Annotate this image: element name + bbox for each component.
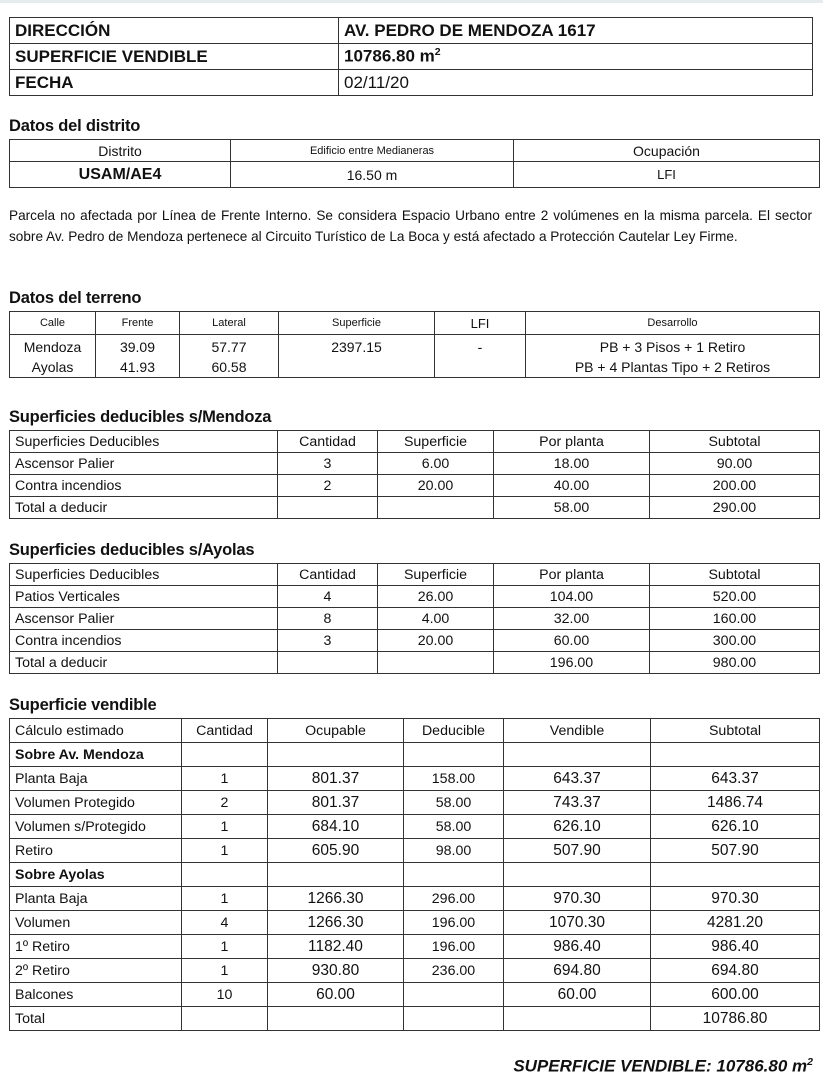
vendible-row	[10, 839, 820, 863]
vendible-header-cell: Vendible	[504, 719, 651, 743]
direccion-label: DIRECCIÓN	[10, 18, 339, 44]
distrito-header-row	[10, 140, 820, 162]
ded-mendoza-cell: 20.00	[378, 475, 494, 497]
superficie-value	[339, 44, 813, 70]
ded-ayolas-header-row	[10, 564, 820, 586]
ded-ayolas-header-cell: Subtotal	[650, 564, 820, 586]
ded-mendoza-header-cell: Superficie	[378, 431, 494, 453]
header-table	[9, 17, 813, 96]
ded-ayolas-row	[10, 652, 820, 674]
lfi-header: LFI	[435, 312, 526, 335]
vendible-cell: 743.37	[504, 791, 651, 815]
ded-mendoza-header-cell: Superficies Deducibles	[10, 431, 278, 453]
vendible-cell: Volumen Protegido	[10, 791, 182, 815]
desarrollo-mendoza: PB + 3 Pisos + 1 Retiro	[599, 339, 746, 355]
vendible-cell: 970.30	[651, 887, 820, 911]
vendible-cell: 60.00	[268, 983, 404, 1007]
vendible-header-cell: Subtotal	[651, 719, 820, 743]
ded-ayolas-row	[10, 586, 820, 608]
ded-ayolas-cell: 196.00	[494, 652, 650, 674]
ded-ayolas-cell: 8	[278, 608, 378, 630]
vendible-cell: 1486.74	[651, 791, 820, 815]
vendible-cell	[182, 863, 268, 887]
terreno-title: Datos del terreno	[9, 289, 142, 307]
vendible-row	[10, 983, 820, 1007]
vendible-cell: 1	[182, 839, 268, 863]
vendible-row	[10, 911, 820, 935]
ded-ayolas-cell: 300.00	[650, 630, 820, 652]
ded-ayolas-cell: 980.00	[650, 652, 820, 674]
ded-mendoza-cell: 290.00	[650, 497, 820, 519]
frente-cell	[96, 335, 180, 378]
ded-ayolas-header-cell: Superficie	[378, 564, 494, 586]
vendible-cell: 4281.20	[651, 911, 820, 935]
vendible-cell: 1	[182, 767, 268, 791]
vendible-cell	[504, 743, 651, 767]
ded-ayolas-cell: Ascensor Palier	[10, 608, 278, 630]
vendible-cell: 600.00	[651, 983, 820, 1007]
ded-mendoza-row	[10, 475, 820, 497]
vendible-cell: 1º Retiro	[10, 935, 182, 959]
ded-ayolas-cell	[278, 652, 378, 674]
vendible-cell: 58.00	[404, 815, 504, 839]
superficie-header: Superficie	[279, 312, 435, 335]
vendible-title: Superficie vendible	[9, 696, 157, 714]
ded-mendoza-header-cell: Por planta	[494, 431, 650, 453]
ded-mendoza-cell: Total a deducir	[10, 497, 278, 519]
vendible-cell: 1	[182, 959, 268, 983]
vendible-cell	[404, 863, 504, 887]
vendible-cell: 626.10	[651, 815, 820, 839]
vendible-header-cell: Ocupable	[268, 719, 404, 743]
vendible-header-row	[10, 719, 820, 743]
vendible-cell: Total	[10, 1007, 182, 1031]
fecha-value: 02/11/20	[339, 70, 813, 96]
vendible-cell: 1266.30	[268, 911, 404, 935]
lateral-ayolas: 60.58	[211, 359, 247, 375]
distrito-header: Distrito	[10, 140, 231, 162]
vendible-cell: 1266.30	[268, 887, 404, 911]
header-row-superficie	[10, 44, 813, 70]
description-paragraph: Parcela no afectada por Línea de Frente Interno. Se considera Espacio Urbano entre 2 volúmenes en la misma parcela. El sector sobre Av. Pedro de Mendoza pertenece al Circuito Turístico de La Boca y está afectado a Protección Cautelar Ley Firme.	[9, 208, 812, 244]
vendible-cell	[268, 863, 404, 887]
calle-header: Calle	[10, 312, 96, 335]
vendible-cell: 1182.40	[268, 935, 404, 959]
header-row-fecha	[10, 70, 813, 96]
vendible-cell: 296.00	[404, 887, 504, 911]
ded-ayolas-header-cell: Cantidad	[278, 564, 378, 586]
frente-ayolas: 41.93	[119, 359, 156, 375]
ded-mendoza-table	[9, 430, 820, 519]
vendible-cell: 236.00	[404, 959, 504, 983]
vendible-section-row	[10, 863, 820, 887]
ded-mendoza-cell: Contra incendios	[10, 475, 278, 497]
vendible-cell: Volumen	[10, 911, 182, 935]
desarrollo-header: Desarrollo	[526, 312, 820, 335]
vendible-cell: Sobre Av. Mendoza	[10, 743, 182, 767]
vendible-cell: Balcones	[10, 983, 182, 1007]
vendible-cell	[504, 1007, 651, 1031]
vendible-cell: Retiro	[10, 839, 182, 863]
vendible-table	[9, 718, 820, 1031]
frente-header: Frente	[96, 312, 180, 335]
top-rule	[0, 0, 823, 3]
ded-ayolas-cell: 20.00	[378, 630, 494, 652]
distrito-value-row	[10, 162, 820, 188]
ded-ayolas-row	[10, 608, 820, 630]
ded-mendoza-title: Superficies deducibles s/Mendoza	[9, 408, 272, 426]
vendible-cell: 930.80	[268, 959, 404, 983]
vendible-cell	[268, 743, 404, 767]
terreno-value-row	[10, 335, 820, 378]
lateral-mendoza: 57.77	[211, 339, 247, 355]
vendible-cell: Planta Baja	[10, 887, 182, 911]
medianeras-value: 16.50 m	[231, 162, 514, 188]
final-text: SUPERFICIE VENDIBLE: 10786.80 m	[513, 1056, 808, 1076]
ded-ayolas-cell: 104.00	[494, 586, 650, 608]
distrito-value: USAM/AE4	[10, 162, 231, 188]
ded-mendoza-cell	[278, 497, 378, 519]
vendible-cell	[268, 1007, 404, 1031]
vendible-cell: 694.80	[651, 959, 820, 983]
vendible-cell: 643.37	[651, 767, 820, 791]
vendible-cell: 986.40	[651, 935, 820, 959]
ded-ayolas-cell: 160.00	[650, 608, 820, 630]
superficie-unit-sup: 2	[434, 46, 441, 59]
vendible-row	[10, 815, 820, 839]
ded-ayolas-cell: 4	[278, 586, 378, 608]
ded-mendoza-cell: 18.00	[494, 453, 650, 475]
desarrollo-cell	[526, 335, 820, 378]
vendible-cell	[651, 743, 820, 767]
ded-mendoza-cell: 2	[278, 475, 378, 497]
ded-mendoza-cell: 40.00	[494, 475, 650, 497]
vendible-row	[10, 887, 820, 911]
vendible-cell: 970.30	[504, 887, 651, 911]
ded-mendoza-row	[10, 453, 820, 475]
vendible-cell: 605.90	[268, 839, 404, 863]
vendible-cell: 158.00	[404, 767, 504, 791]
vendible-cell	[404, 1007, 504, 1031]
calle-cell	[10, 335, 96, 378]
vendible-row	[10, 767, 820, 791]
vendible-row	[10, 935, 820, 959]
calle-ayolas: Ayolas	[31, 359, 74, 375]
vendible-cell: 801.37	[268, 791, 404, 815]
vendible-cell: Sobre Ayolas	[10, 863, 182, 887]
ded-mendoza-header-row	[10, 431, 820, 453]
vendible-cell: 694.80	[504, 959, 651, 983]
ded-ayolas-cell: 32.00	[494, 608, 650, 630]
vendible-cell	[504, 863, 651, 887]
ded-mendoza-cell: 90.00	[650, 453, 820, 475]
vendible-cell: 507.90	[651, 839, 820, 863]
ded-ayolas-cell	[378, 652, 494, 674]
vendible-cell: 196.00	[404, 911, 504, 935]
vendible-cell: 626.10	[504, 815, 651, 839]
ded-mendoza-cell: 200.00	[650, 475, 820, 497]
ded-mendoza-cell: 58.00	[494, 497, 650, 519]
vendible-cell: 60.00	[504, 983, 651, 1007]
ded-mendoza-row	[10, 497, 820, 519]
vendible-cell: 10786.80	[651, 1007, 820, 1031]
ded-mendoza-cell: 3	[278, 453, 378, 475]
superficie-value: 2397.15	[279, 335, 435, 378]
ded-ayolas-header-cell: Por planta	[494, 564, 650, 586]
vendible-cell: 986.40	[504, 935, 651, 959]
ded-mendoza-header-cell: Cantidad	[278, 431, 378, 453]
vendible-header-cell: Cantidad	[182, 719, 268, 743]
ded-ayolas-header-cell: Superficies Deducibles	[10, 564, 278, 586]
fecha-label: FECHA	[10, 70, 339, 96]
desarrollo-ayolas: PB + 4 Plantas Tipo + 2 Retiros	[574, 359, 771, 375]
vendible-cell: 643.37	[504, 767, 651, 791]
ded-mendoza-cell: 6.00	[378, 453, 494, 475]
ded-ayolas-cell: Patios Verticales	[10, 586, 278, 608]
ded-ayolas-cell: 3	[278, 630, 378, 652]
vendible-cell: 801.37	[268, 767, 404, 791]
vendible-cell: 4	[182, 911, 268, 935]
vendible-cell: 58.00	[404, 791, 504, 815]
vendible-row	[10, 1007, 820, 1031]
ded-ayolas-cell: 60.00	[494, 630, 650, 652]
vendible-cell: 684.10	[268, 815, 404, 839]
vendible-cell: 1	[182, 815, 268, 839]
vendible-header-cell: Cálculo estimado	[10, 719, 182, 743]
vendible-cell	[651, 863, 820, 887]
vendible-header-cell: Deducible	[404, 719, 504, 743]
ded-mendoza-cell: Ascensor Palier	[10, 453, 278, 475]
ded-ayolas-cell: Contra incendios	[10, 630, 278, 652]
vendible-cell	[182, 743, 268, 767]
vendible-cell	[404, 743, 504, 767]
vendible-cell: 1	[182, 935, 268, 959]
lateral-cell	[180, 335, 279, 378]
frente-mendoza: 39.09	[119, 339, 156, 355]
ded-ayolas-cell: 520.00	[650, 586, 820, 608]
vendible-cell: Planta Baja	[10, 767, 182, 791]
medianeras-header: Edificio entre Medianeras	[231, 140, 514, 162]
terreno-header-row	[10, 312, 820, 335]
header-row-direccion	[10, 18, 813, 44]
ded-ayolas-cell: Total a deducir	[10, 652, 278, 674]
ded-mendoza-cell	[378, 497, 494, 519]
distrito-title: Datos del distrito	[9, 117, 141, 135]
vendible-cell	[182, 1007, 268, 1031]
lfi-value: -	[435, 335, 526, 378]
ded-ayolas-row	[10, 630, 820, 652]
vendible-section-row	[10, 743, 820, 767]
vendible-row	[10, 959, 820, 983]
ded-ayolas-cell: 26.00	[378, 586, 494, 608]
vendible-cell: 10	[182, 983, 268, 1007]
final-unit-sup: 2	[807, 1056, 813, 1068]
vendible-cell: 1	[182, 887, 268, 911]
ded-ayolas-table	[9, 563, 820, 674]
calle-mendoza: Mendoza	[23, 339, 82, 355]
vendible-cell: 2º Retiro	[10, 959, 182, 983]
ded-ayolas-cell: 4.00	[378, 608, 494, 630]
final-superficie-vendible	[513, 1056, 813, 1077]
vendible-cell: 196.00	[404, 935, 504, 959]
vendible-cell: 98.00	[404, 839, 504, 863]
direccion-value: AV. PEDRO DE MENDOZA 1617	[339, 18, 813, 44]
terreno-table	[9, 311, 820, 378]
vendible-cell: 507.90	[504, 839, 651, 863]
vendible-cell: 1070.30	[504, 911, 651, 935]
vendible-cell: Volumen s/Protegido	[10, 815, 182, 839]
distrito-table	[9, 139, 820, 188]
ded-ayolas-title: Superficies deducibles s/Ayolas	[9, 541, 255, 559]
ded-mendoza-header-cell: Subtotal	[650, 431, 820, 453]
superficie-value-text: 10786.80 m	[344, 46, 435, 66]
ocupacion-header: Ocupación	[514, 140, 820, 162]
ocupacion-value: LFI	[514, 162, 820, 188]
vendible-row	[10, 791, 820, 815]
vendible-cell	[404, 983, 504, 1007]
vendible-cell: 2	[182, 791, 268, 815]
superficie-label: SUPERFICIE VENDIBLE	[10, 44, 339, 70]
lateral-header: Lateral	[180, 312, 279, 335]
